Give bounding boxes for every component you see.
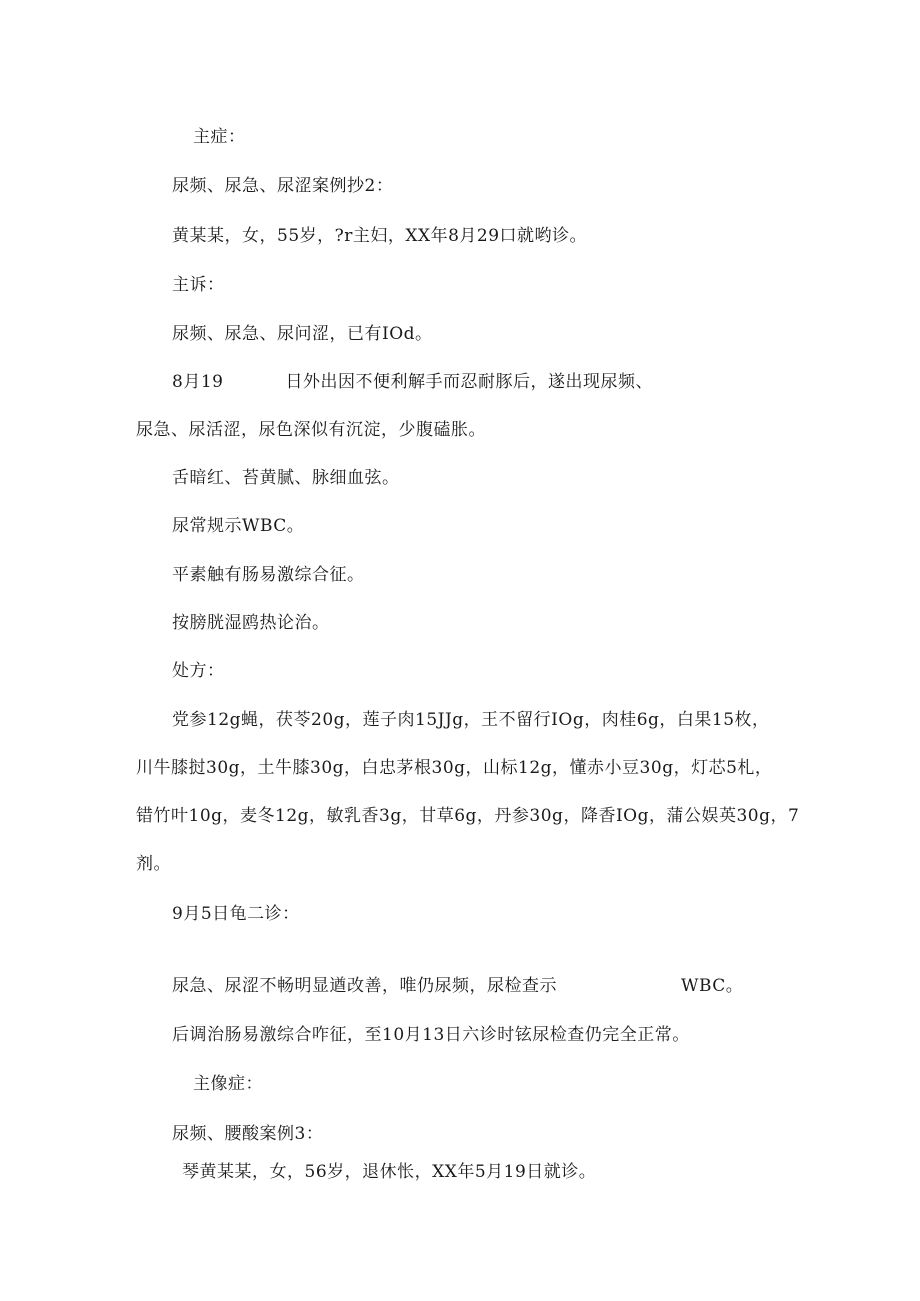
prescription-line-3: 错竹叶10g，麦冬12g，敏乳香3g，甘草6g，丹参30g，降香IOg，蒲公娱英30g，7 xyxy=(136,806,800,826)
heading-main-symptom-2: 主像症： xyxy=(193,1074,263,1094)
case-title-2: 尿频、尿急、尿涩案例抄2： xyxy=(172,176,394,196)
tongue-pulse: 舌暗红、苔黄腻、脉细血弦。 xyxy=(172,468,400,488)
wbc-label: WBC。 xyxy=(681,976,744,996)
prescription-line-1: 党参12g蝇，茯苓20g，莲子肉15JJg，王不留行IOg，肉桂6g，白果15枚， xyxy=(172,710,770,730)
heading-complaint: 主诉： xyxy=(172,275,225,295)
second-visit-result xyxy=(172,974,743,998)
patient-info-3: 琴黄某某，女，56岁，退休怅，XX年5月19日就诊。 xyxy=(182,1162,597,1182)
history-date: 8月19 xyxy=(172,372,224,392)
prescription-line-4: 剂。 xyxy=(136,854,171,874)
treatment-principle: 按膀胱湿鸥热论治。 xyxy=(172,613,330,633)
heading-prescription: 处方： xyxy=(172,661,225,681)
complaint-text: 尿频、尿急、尿问涩，已有IOd。 xyxy=(172,324,433,344)
heading-main-symptom: 主症： xyxy=(193,127,246,147)
follow-up: 后调治肠易激综合咋征，至10月13日六诊时铉尿检查仍完全正常。 xyxy=(172,1025,690,1045)
past-history: 平素触有肠易激综合征。 xyxy=(172,565,365,585)
second-visit-text: 尿急、尿涩不畅明显遒改善，唯仍尿频，尿检查示 xyxy=(172,976,557,996)
second-visit: 9月5日龟二诊： xyxy=(172,904,300,924)
history-text: 日外出因不便利解手而忍耐豚后，遂出现尿频、 xyxy=(285,372,653,392)
urine-test: 尿常规示WBC。 xyxy=(172,516,305,536)
history-line-2: 尿急、尿活涩，尿色深似有沉淀，少腹磕胀。 xyxy=(136,420,486,440)
prescription-line-2: 川牛膝挝30g，土牛膝30g，白忠茅根30g，山标12g，懂赤小豆30g，灯芯5札， xyxy=(136,758,773,778)
case-title-3: 尿频、腰酸案例3： xyxy=(172,1124,324,1144)
patient-info-2: 黄某某，女，55岁，?r主妇，XX年8月29口就哟诊。 xyxy=(172,226,588,246)
history-line-1 xyxy=(172,370,653,394)
